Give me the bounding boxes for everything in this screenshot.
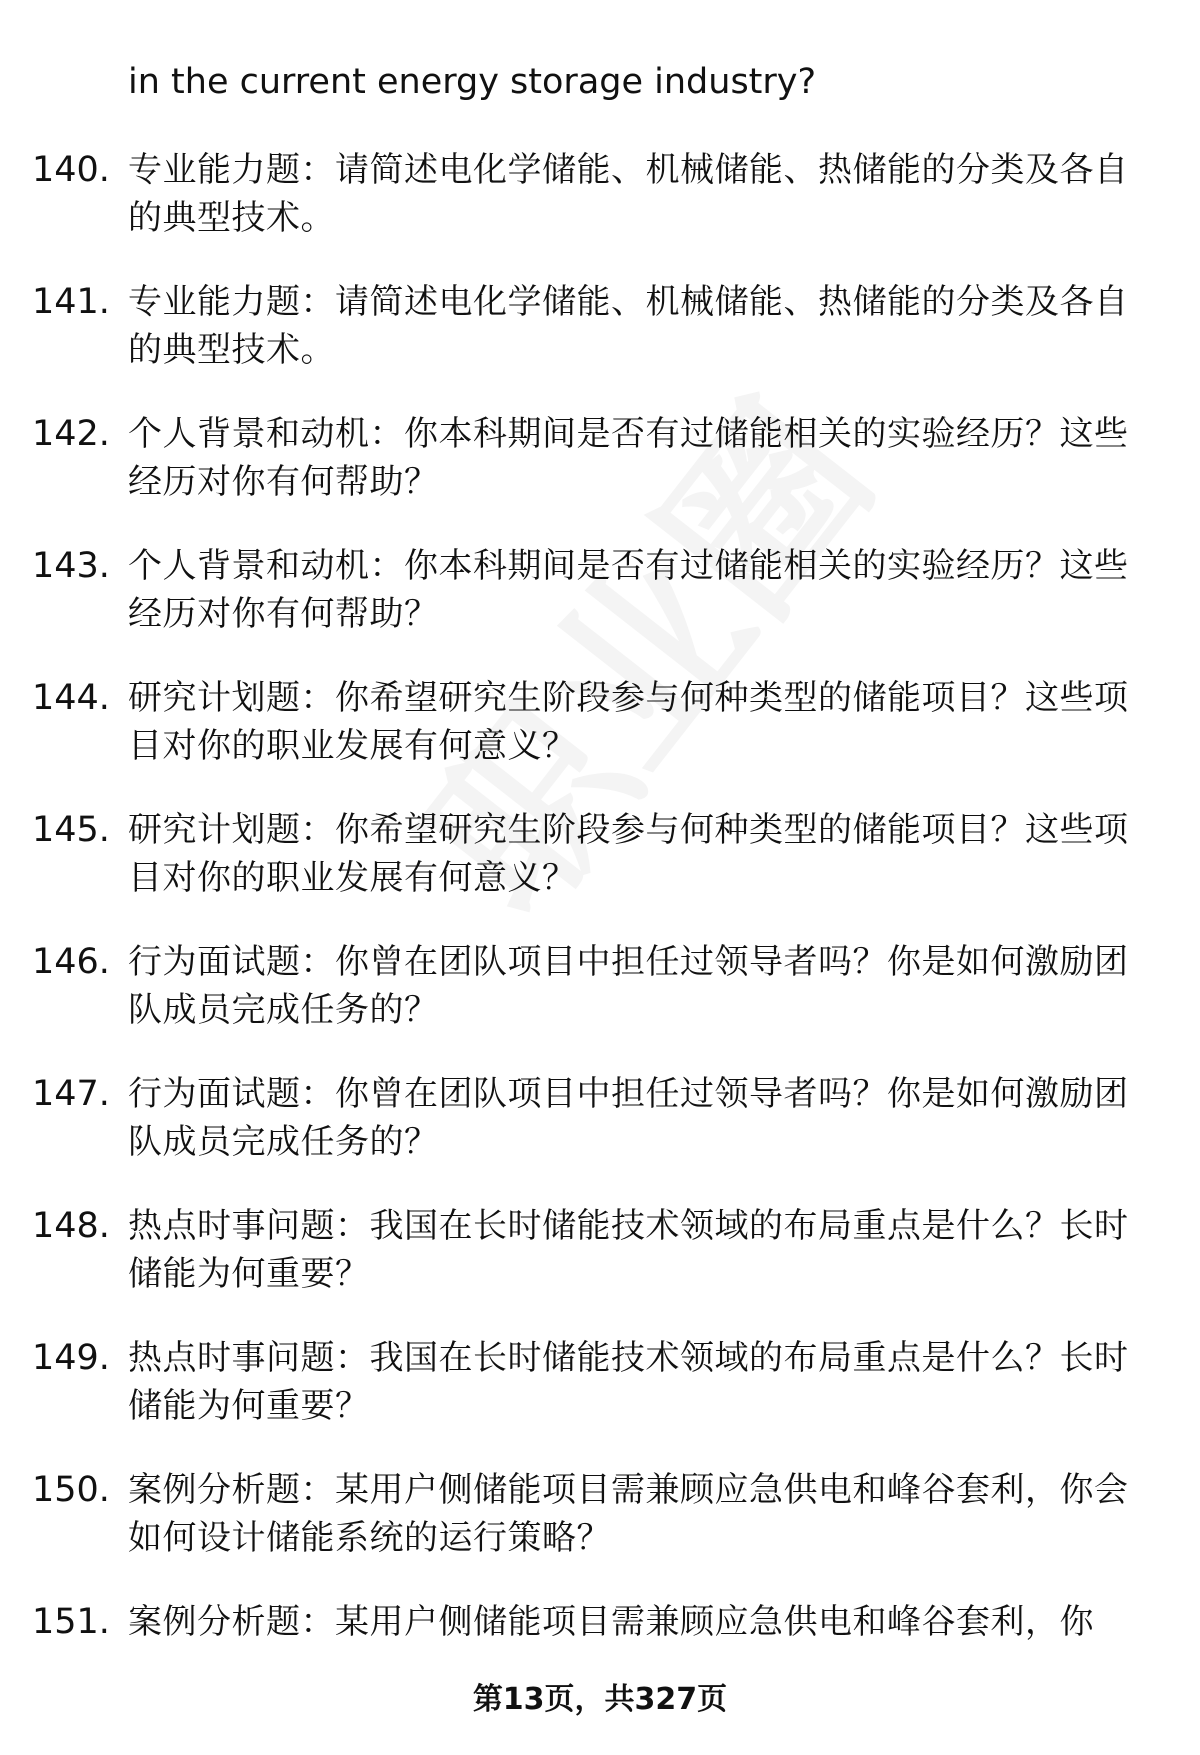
- question-text: 研究计划题：你希望研究生阶段参与何种类型的储能项目？这些项目对你的职业发展有何意义？: [128, 810, 1129, 898]
- question-number: 143.: [32, 546, 110, 586]
- question-text: 热点时事问题：我国在长时储能技术领域的布局重点是什么？长时储能为何重要？: [128, 1206, 1129, 1294]
- question-text: 行为面试题：你曾在团队项目中担任过领导者吗？你是如何激励团队成员完成任务的？: [128, 1074, 1129, 1162]
- question-number: 149.: [32, 1338, 110, 1378]
- list-item: [0, 938, 1200, 1070]
- question-text: 个人背景和动机：你本科期间是否有过储能相关的实验经历？这些经历对你有何帮助？: [128, 546, 1129, 634]
- question-text: 案例分析题：某用户侧储能项目需兼顾应急供电和峰谷套利，你会如何设计储能系统的运行策略？: [128, 1470, 1129, 1558]
- list-item: [0, 806, 1200, 938]
- list-item: [0, 410, 1200, 542]
- question-number: 141.: [32, 282, 110, 322]
- question-text: 研究计划题：你希望研究生阶段参与何种类型的储能项目？这些项目对你的职业发展有何意义？: [128, 678, 1129, 766]
- list-item: [0, 1070, 1200, 1202]
- list-item: [0, 1334, 1200, 1466]
- question-number: 144.: [32, 678, 110, 718]
- question-number: 140.: [32, 150, 110, 190]
- continued-question-text: in the current energy storage industry?: [128, 62, 817, 102]
- list-item: [0, 146, 1200, 278]
- question-text: 专业能力题：请简述电化学储能、机械储能、热储能的分类及各自的典型技术。: [128, 150, 1129, 238]
- list-item: [0, 278, 1200, 410]
- list-item: [0, 542, 1200, 674]
- question-number: 150.: [32, 1470, 110, 1510]
- page-footer: 第13页，共327页: [472, 1682, 728, 1717]
- list-item: [0, 1466, 1200, 1598]
- question-number: 146.: [32, 942, 110, 982]
- question-number: 147.: [32, 1074, 110, 1114]
- question-text: 案例分析题：某用户侧储能项目需兼顾应急供电和峰谷套利，你: [128, 1602, 1094, 1642]
- question-number: 151.: [32, 1602, 110, 1642]
- question-text: 个人背景和动机：你本科期间是否有过储能相关的实验经历？这些经历对你有何帮助？: [128, 414, 1129, 502]
- question-text: 行为面试题：你曾在团队项目中担任过领导者吗？你是如何激励团队成员完成任务的？: [128, 942, 1129, 1030]
- question-list: [0, 146, 1200, 1730]
- list-item: [0, 674, 1200, 806]
- question-text: 专业能力题：请简述电化学储能、机械储能、热储能的分类及各自的典型技术。: [128, 282, 1129, 370]
- list-item: [0, 1202, 1200, 1334]
- question-number: 142.: [32, 414, 110, 454]
- question-text: 热点时事问题：我国在长时储能技术领域的布局重点是什么？长时储能为何重要？: [128, 1338, 1129, 1426]
- question-number: 145.: [32, 810, 110, 850]
- question-number: 148.: [32, 1206, 110, 1246]
